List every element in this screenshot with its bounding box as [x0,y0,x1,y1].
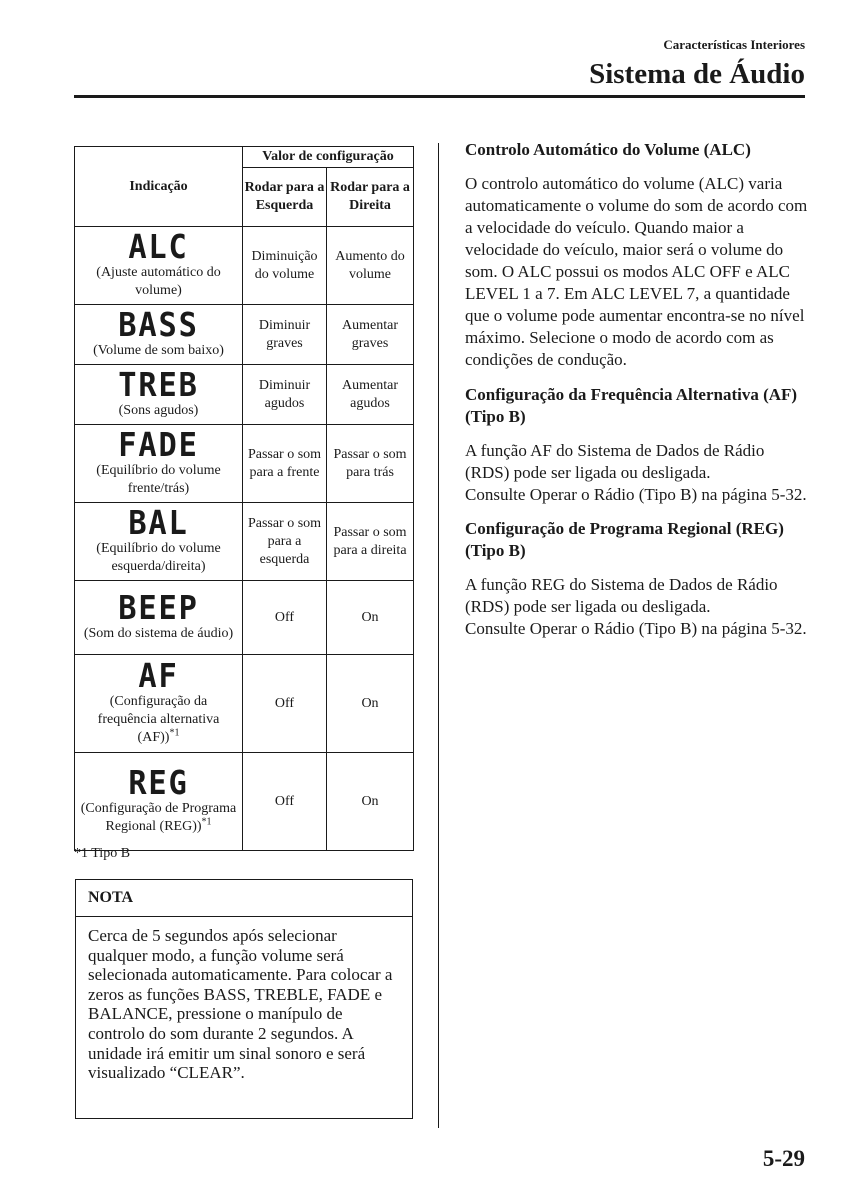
page-number: 5-29 [762,1146,805,1171]
reg-heading: Configuração de Programa Regional (REG) (Tipo B) [465,519,784,560]
value-left: Diminuir graves [243,305,327,365]
footnote: *1 Tipo B [74,846,131,861]
header-left: Rodar para a Esquerda [243,168,327,227]
footnote-marker: *1 [169,727,180,739]
row-description: (Som do sistema de áudio) [83,626,234,641]
table-row [75,365,414,425]
value-left: Diminuição do volume [243,227,327,305]
row-description: (Configuração da frequência alternativa (AF))$^{*1}$ [97,694,220,745]
header-valor: Valor de configuração [243,147,414,168]
reg-paragraph: A função REG do Sistema de Dados de Rádio (RDS) pode ser ligada ou desligada. [465,575,778,616]
value-left: Passar o som para a frente [243,425,327,503]
lcd-display: BAL [128,503,189,542]
section-title: Características Interiores [663,37,805,52]
value-right: Aumentar graves [327,305,414,365]
table-row [75,753,414,851]
note-box [75,879,413,1119]
table-row [75,305,414,365]
header-rule [74,95,805,98]
value-right: Aumentar agudos [327,365,414,425]
row-description: (Equilíbrio do volume frente/trás) [96,463,221,496]
value-left: Off [243,753,327,851]
value-right: On [327,581,414,655]
value-left: Off [243,581,327,655]
note-title: NOTA [76,880,412,917]
page-title: Sistema de Áudio [589,58,805,90]
row-description: (Configuração de Programa Regional (REG))$^{*1}$ [80,801,237,834]
af-heading: Configuração da Frequência Alternativa (AF) (Tipo B) [465,385,798,426]
lcd-display: REG [128,763,189,802]
right-column [465,139,810,640]
lcd-display: BASS [118,305,199,344]
table-row [75,503,414,581]
alc-heading: Controlo Automático do Volume (ALC) [465,140,751,159]
lcd-display: AF [138,656,179,695]
lcd-display: ALC [128,227,189,266]
row-description: (Ajuste automático do volume) [96,265,221,298]
af-reference: Consulte Operar o Rádio (Tipo B) na página 5-32. [465,485,807,504]
row-description: (Sons agudos) [118,403,199,418]
row-description: (Equilíbrio do volume esquerda/direita) [96,541,221,574]
column-divider [438,143,439,1128]
value-right: Passar o som para a direita [327,503,414,581]
table-row [75,227,414,305]
settings-table [74,146,414,851]
note-body: Cerca de 5 segundos após selecionar qualquer modo, a função volume será selecionada automaticamente. Para colocar a zeros as funções BASS, TREBLE, FADE e BALANCE, pressione o manípulo de controlo do som durante 2 segundos. A unidade irá emitir um sinal sonoro e será visualizado “CLEAR”. [88,926,393,1083]
value-left: Passar o som para a esquerda [243,503,327,581]
value-left: Diminuir agudos [243,365,327,425]
value-left: Off [243,655,327,753]
af-paragraph: A função AF do Sistema de Dados de Rádio (RDS) pode ser ligada ou desligada. [465,441,765,482]
lcd-display: BEEP [118,588,199,627]
value-right: Passar o som para trás [327,425,414,503]
value-right: On [327,655,414,753]
alc-paragraph: O controlo automático do volume (ALC) varia automaticamente o volume do som de acordo com a velocidade do veículo. Quando maior a velocidade do veículo, maior será o volume do som. O ALC possui os modos ALC OFF e ALC LEVEL 1 a 7. Em ALC LEVEL 7, a quantidade que o volume pode aumentar encontra-se no nível máximo. Selecione o modo de acordo com as condições de condução. [465,174,808,369]
lcd-display: TREB [118,365,199,404]
value-right: Aumento do volume [327,227,414,305]
footnote-marker: *1 [201,816,212,828]
lcd-display: FADE [118,425,199,464]
header-right: Rodar para a Direita [327,168,414,227]
table-row [75,425,414,503]
row-description: (Volume de som baixo) [93,343,224,358]
value-right: On [327,753,414,851]
table-row [75,581,414,655]
reg-reference: Consulte Operar o Rádio (Tipo B) na página 5-32. [465,619,807,638]
table-row [75,655,414,753]
header-indicacao: Indicação [75,147,243,227]
